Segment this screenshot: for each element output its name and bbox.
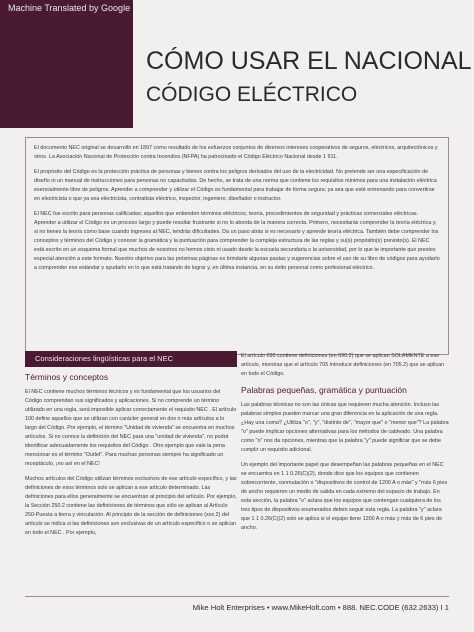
intro-paragraph-1: El documento NEC original se desarrolló en 1897 como resultado de los esfuerzos conjuntos de diversos intereses cooperativos de seguros, eléctricos, arquitectónicos y otros. La Asociación Nacional de Protección contra Incendios (NFPA) ha patrocinado el Código Eléctrico Nacional desde 1 911. [34, 145, 438, 160]
left-column [25, 372, 237, 544]
right-paragraph-3: Un ejemplo del importante papel que desempeñan las palabras pequeñas en el NEC se encuentra en 1 1 0.26(C)(2), donde dice que los equipos que contienen sobrecorriente, conmutación o "dispositivos de control de 1200 A o más" y "más 6 pies de ancho requieren un medio de salida en cada extremo del espacio de trabajo. En esta sección, la palabra "o" aclara que los equipos que contengan cualquiera de los tres tipos de dispositivos enumerados deben seguir esta regla. La palabra "y" aclara que 1 1 0.26(C)(2) solo se aplica si el equipo tiene 1200 A o más y más de 6 pies de ancho. [241, 462, 448, 531]
subheading-terms: Términos y conceptos [25, 372, 109, 382]
intro-box [25, 137, 449, 355]
footer-divider [25, 596, 449, 597]
accent-side-bar [0, 0, 133, 128]
intro-paragraph-2: El propósito del Código es la protección práctica de personas y bienes contra los peligros derivados del uso de la electricidad. No pretende ser una especificación de diseño ni un manual de instrucciones para personas no capacitadas. De hecho, se trata de una norma que contiene los requisitos mínimos para una instalación eléctrica esencialmente libre de peligros. Aprender a comprender y utilizar el Código es fundamental para trabajar de forma segura; ya sea que esté entrenando para convertirse en electricista o que ya sea electricista, contratista eléctrico, inspector, ingeniero, diseñador o instructor. [34, 169, 437, 202]
right-paragraph-1: El artículo 690 contiene definiciones (en 690.2) que se aplican SOLAMENTE a ese artículo, mientras que el artículo 705 introduce definiciones (en 705.2) que se aplican en todo el Código. [241, 353, 445, 377]
left-paragraph-1: El NEC contiene muchos términos técnicos y es fundamental que los usuarios del Código comprendan sus significados y aplicaciones. Si no comprende un término utilizado en una regla, será imposible aplicar correctamente el requisito NEC . El artículo 100 define aquellos que se utilizan con carácter general en dos o más artículos a lo largo del Código. Por ejemplo, el término "Unidad de vivienda" se encuentra en muchos artículos. Si no conoce la definición del NEC para una "unidad de vivienda", no podrá identificar adecuadamente los requisitos del Código . Otro ejemplo que vale la pena mencionar es el término "Outlet". Para muchas personas siempre ha significado un receptáculo, ¡no así en el NEC! [25, 389, 237, 467]
machine-translated-label: Machine Translated by Google [8, 3, 131, 13]
left-paragraph-2: Muchos artículos del Código utilizan términos exclusivos de ese artículo específico, y las definiciones de esos términos solo se aplican a ese artículo determinado. Las definiciones para ellos generalmente se encuentran al principio del artículo. Por ejemplo, la Sección 250.2 contiene las definiciones de términos que sólo se aplican al Artículo 250-Puesta a tierra y vinculación. Al principio de la sección de definiciones (xxx.2) del artículo se indica si las definiciones son exclusivas de un artículo específico o se aplican en todo el NEC . Por ejemplo, [25, 476, 237, 536]
section-header: Consideraciones lingüísticas para el NEC [25, 351, 237, 367]
page-footer: Mike Holt Enterprises • www.MikeHolt.com • 888. NEC.CODE (632.2633) I 1 [192, 603, 449, 612]
page-title-line1: CÓMO USAR EL NACIONAL [146, 47, 472, 75]
right-paragraph-2: Las palabras técnicas no son las únicas que requieren mucha atención. Incluso las palabras simples pueden marcar una gran diferencia en la aplicación de una regla. ¿Hay una coma? ¿Utiliza "o", "y", "distinto de", "mayor que" o "menor que"? La palabra "o" puede implicar opciones alternativas para los métodos de cableado. Una palabra como "o" nos da opciones, mientras que la palabra "y" puede significar que se debe cumplir un requisito adicional. [241, 402, 449, 453]
intro-paragraph-3: El NEC fue escrito para personas calificadas; aquellos que entienden términos eléctricos, teoría, procedimientos de seguridad y prácticas comerciales eléctricas. Aprender a utilizar el Código es un proceso largo y puede resultar frustrante si no lo aborda de la manera correcta. Primero, necesitarás comprender la teoría eléctrica y, si no tienes la teoría como base cuando ingreses al NEC, tendrás dificultades. Da un paso atrás si es necesario y aprende teoría eléctrica. También debe comprender los conceptos y términos del Código y conocer la gramática y la puntuación para comprender la compleja estructura de las reglas y su(s) propósito(s) previsto(s). El NEC está escrito en un esquema formal que muchos de nosotros no hemos visto ni usado desde la escuela secundaria o la universidad, por lo que te importante que prestes especial atención a este formato. Nuestro objetivo para las próximas páginas es brindarle algunas pautas y sugerencias sobre el uso de su libro de códigos para ayudarlo a comprender ese estándar y ayudarlo en lo que está tratando de lograr y, en última instancia, en su éxito personal como profesional eléctrico. [34, 211, 440, 271]
page-title-line2: CÓDIGO ELÉCTRICO [146, 83, 358, 106]
subheading-grammar: Palabras pequeñas, gramática y puntuación [241, 385, 407, 395]
right-column [241, 352, 449, 539]
